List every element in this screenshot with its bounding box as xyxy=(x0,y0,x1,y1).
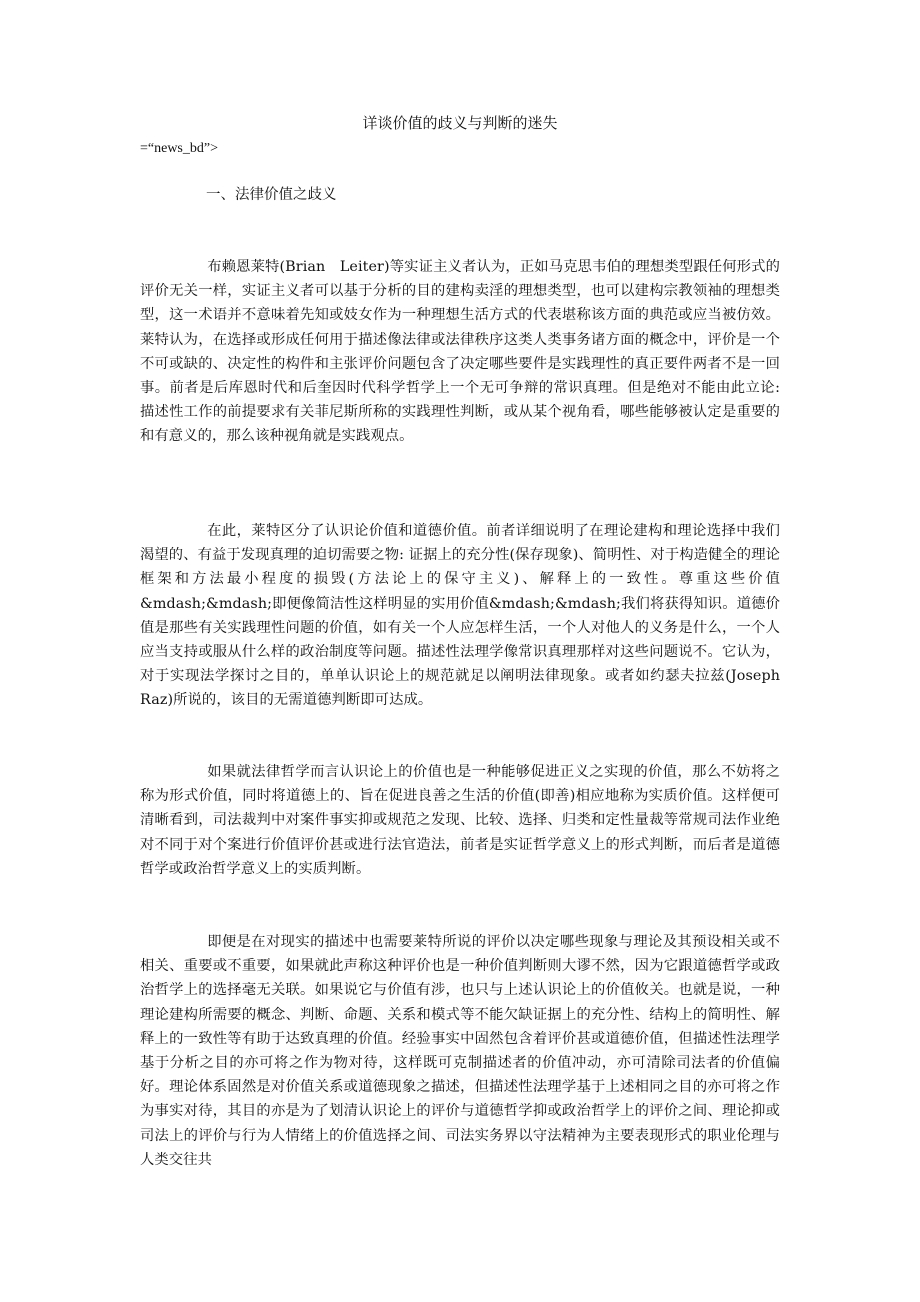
paragraph: 如果就法律哲学而言认识论上的价值也是一种能够促进正义之实现的价值，那么不妨将之称为形式价值，同时将道德上的、旨在促进良善之生活的价值(即善)相应地称为实质价值。这样便可清晰看到，司法裁判中对案件事实抑或规范之发现、比较、选择、归类和定性量裁等常规司法作业绝对不同于对个案进行价值评价甚或进行法官造法，前者是实证哲学意义上的形式判断，而后者是道德哲学或政治哲学意义上的实质判断。 xyxy=(140,764,780,877)
html-code-fragment: =“news_bd”> xyxy=(140,141,218,156)
paragraph: 即便是在对现实的描述中也需要莱特所说的评价以决定哪些现象与理论及其预设相关或不相关、重要或不重要，如果就此声称这种评价也是一种价值判断则大谬不然，因为它跟道德哲学或政治哲学上的选择毫无关联。如果说它与价值有涉，也只与上述认识论上的价值攸关。也就是说，一种理论建构所需要的概念、判断、命题、关系和模式等不能欠缺证据上的充分性、结构上的简明性、解释上的一致性等有助于达致真理的价值。经验事实中固然包含着评价甚或道德价值，但描述性法理学基于分析之目的亦可将之作为物对待，这样既可克制描述者的价值冲动，亦可清除司法者的价值偏好。理论体系固然是对价值关系或道德现象之描述，但描述性法理学基于上述相同之目的亦可将之作为事实对待，其目的亦是为了划清认识论上的评价与道德哲学抑或政治哲学上的评价之间、理论抑或司法上的评价与行为人情绪上的价值选择之间、司法实务界以守法精神为主要表现形式的职业伦理与人类交往共 xyxy=(140,934,780,1168)
paragraph: 在此，莱特区分了认识论价值和道德价值。前者详细说明了在理论建构和理论选择中我们渴望的、有益于发现真理的迫切需要之物: 证据上的充分性(保存现象)、简明性、对于构造健全的理论框架和方法最小程度的损毁(方法论上的保守主义)、解释上的一致性。尊重这些价值&mdash;&mdash;即便像简洁性这样明显的实用价值&mdash;&mdash;我们将获得知识。道德价值是那些有关实践理性问题的价值，如有关一个人应怎样生活，一个人对他人的义务是什么，一个人应当支持或服从什么样的政治制度等问题。描述性法理学像常识真理那样对这些问题说不。它认为，对于实现法学探讨之目的，单单认识论上的规范就足以阐明法律现象。或者如约瑟夫拉兹(Joseph Raz)所说的，该目的无需道德判断即可达成。 xyxy=(140,523,795,709)
document-title: 详谈价值的歧义与判断的迷失 xyxy=(362,114,558,132)
paragraph: 布赖恩莱特(Brian Leiter)等实证主义者认为，正如马克思韦伯的理想类型跟任何形式的评价无关一样，实证主义者可以基于分析的目的建构卖淫的理想类型，也可以建构宗教领袖的理想类型，这一术语并不意味着先知或妓女作为一种理想生活方式的代表堪称该方面的典范或应当被仿效。莱特认为，在选择或形成任何用于描述像法律或法律秩序这类人类事务诸方面的概念中，评价是一个不可或缺的、决定性的构件和主张评价问题包含了决定哪些要件是实践理性的真正要件两者不是一回事。前者是后库恩时代和后奎因时代科学哲学上一个无可争辩的常识真理。但是绝对不能由此立论: 描述性工作的前提要求有关菲尼斯所称的实践理性判断，或从某个视角看，哪些能够被认定是重要的和有意义的，那么该种视角就是实践观点。 xyxy=(140,259,780,445)
section-heading: 一、法律价值之歧义 xyxy=(206,187,337,203)
